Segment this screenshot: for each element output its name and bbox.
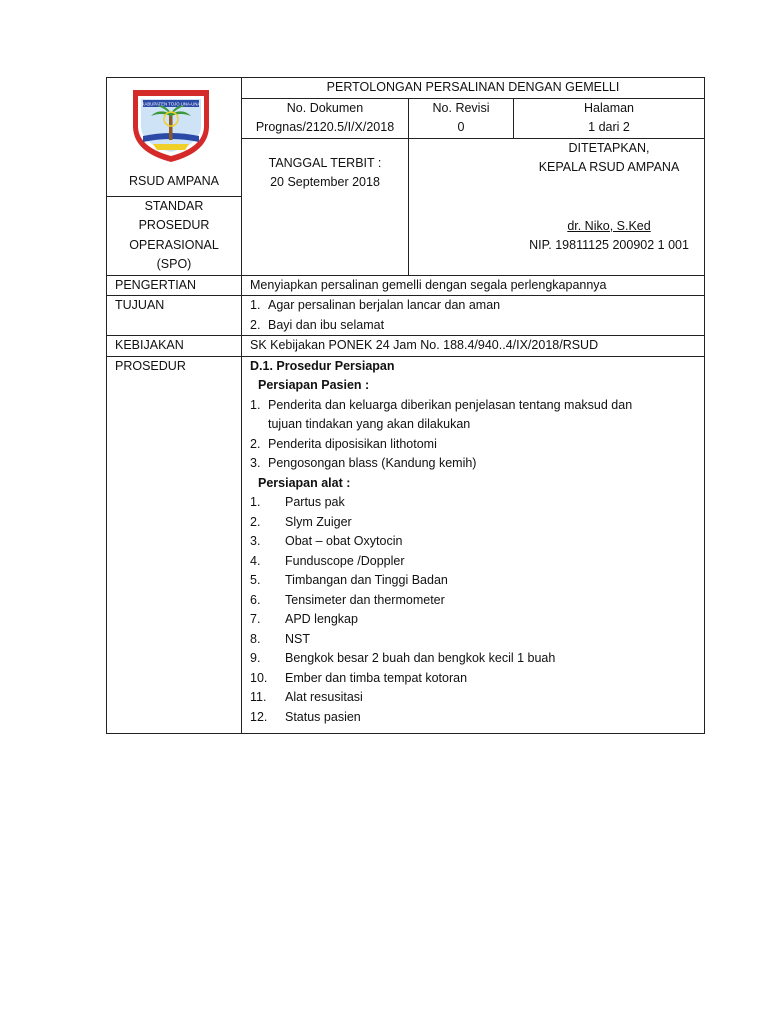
tanggal-terbit-cell: [242, 138, 409, 275]
svg-text:KABUPATEN TOJO UNA-UNA: KABUPATEN TOJO UNA-UNA: [141, 101, 201, 107]
persiapan-alat-list: [250, 493, 704, 727]
signer-nip: NIP. 19811125 200902 1 001: [529, 238, 689, 252]
list-item: 7. APD lengkap: [250, 612, 358, 626]
ditetapkan-cell: [409, 138, 705, 275]
hospital-name: RSUD AMPANA: [128, 174, 220, 188]
list-item: 3. Pengosongan blass (Kandung kemih): [250, 456, 477, 470]
kebijakan-label: KEBIJAKAN: [107, 336, 242, 357]
list-item: 9. Bengkok besar 2 buah dan bengkok kecil 1 buah: [250, 651, 556, 665]
list-item: 5. Timbangan dan Tinggi Badan: [250, 573, 448, 587]
ditetapkan-label: DITETAPKAN,: [568, 140, 650, 155]
spo-line: OPERASIONAL: [129, 237, 219, 252]
persiapan-pasien-list: [250, 396, 704, 474]
list-item: 1. Penderita dan keluarga diberikan penjelasan tentang maksud dan tujuan tindakan yang akan dilakukan: [250, 397, 633, 431]
tujuan-cell: [242, 296, 705, 336]
list-item: 2. Penderita diposisikan lithotomi: [250, 436, 437, 451]
no-dokumen-value: Prognas/2120.5/I/X/2018: [255, 120, 395, 134]
persiapan-pasien-heading: Persiapan Pasien :: [258, 378, 370, 392]
hospital-logo: [129, 86, 213, 164]
pengertian-label: PENGERTIAN: [107, 275, 242, 296]
prosedur-cell: [242, 356, 705, 734]
tujuan-list: [250, 296, 704, 335]
persiapan-alat-heading: Persiapan alat :: [258, 475, 351, 490]
spo-line: PROSEDUR: [138, 218, 210, 232]
tujuan-label: TUJUAN: [107, 296, 242, 336]
pengertian-text: Menyiapkan persalinan gemelli dengan segala perlengkapannya: [242, 275, 705, 296]
spo-line: (SPO): [156, 257, 192, 271]
halaman-label: Halaman: [583, 100, 635, 115]
list-item: 8. NST: [250, 631, 310, 646]
spo-label-cell: [107, 196, 242, 275]
list-item: 11. Alat resusitasi: [250, 690, 363, 704]
kebijakan-text: SK Kebijakan PONEK 24 Jam No. 188.4/940..4/IX/2018/RSUD: [242, 336, 705, 357]
kepala-label: KEPALA RSUD AMPANA: [538, 160, 680, 174]
no-dokumen-cell: [242, 98, 409, 138]
spo-document: [106, 77, 704, 734]
list-item: 3. Obat – obat Oxytocin: [250, 534, 403, 548]
tanggal-terbit-value: 20 September 2018: [270, 175, 380, 189]
list-item: 4. Funduscope /Doppler: [250, 553, 405, 568]
no-dokumen-label: No. Dokumen: [286, 100, 364, 115]
spo-line: STANDAR: [144, 198, 204, 213]
list-item: 2. Slym Zuiger: [250, 514, 352, 529]
list-item: 1. Agar persalinan berjalan lancar dan aman: [250, 298, 501, 312]
list-item: 6. Tensimeter dan thermometer: [250, 592, 445, 607]
signer-name: dr. Niko, S.Ked: [567, 218, 651, 233]
halaman-value: 1 dari 2: [588, 120, 630, 134]
logo-cell: [107, 78, 242, 197]
halaman-cell: [514, 98, 705, 138]
tanggal-terbit-label: TANGGAL TERBIT :: [268, 155, 382, 170]
no-revisi-cell: [409, 98, 514, 138]
no-revisi-value: 0: [457, 120, 465, 134]
prosedur-label: PROSEDUR: [107, 356, 242, 734]
list-item: 12. Status pasien: [250, 709, 361, 724]
spo-header-table: [106, 77, 705, 734]
list-item: 2. Bayi dan ibu selamat: [250, 317, 385, 332]
no-revisi-label: No. Revisi: [432, 100, 490, 115]
list-item: 1. Partus pak: [250, 495, 345, 509]
document-title: PERTOLONGAN PERSALINAN DENGAN GEMELLI: [242, 78, 705, 99]
prosedur-heading: D.1. Prosedur Persiapan: [250, 358, 395, 373]
list-item: 10. Ember dan timba tempat kotoran: [250, 670, 468, 685]
